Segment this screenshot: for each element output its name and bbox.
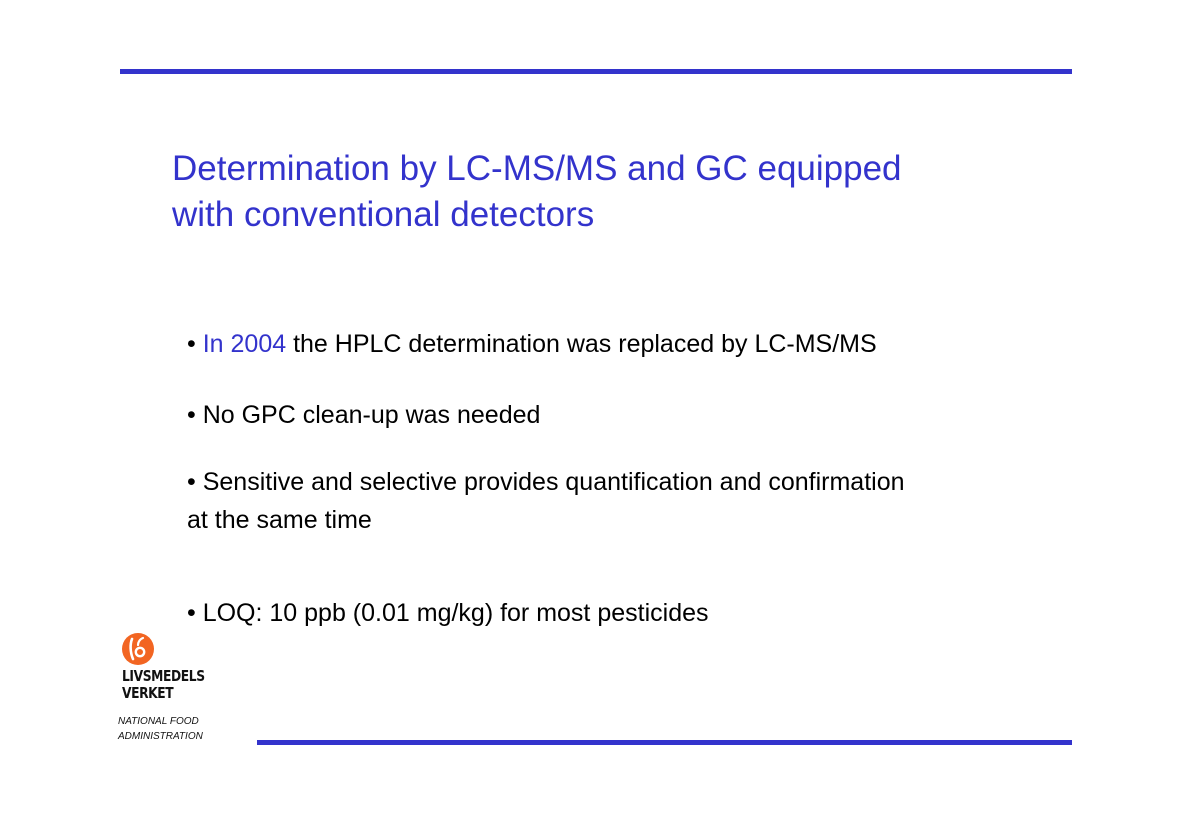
logo-wordmark-line-2: VERKET — [122, 684, 174, 702]
bullet-text-line-2: at the same time — [187, 506, 372, 534]
bullet-item-hplc-replaced — [187, 325, 1147, 363]
livsmedelsverket-logo-icon — [121, 632, 155, 666]
bullet-marker: • — [187, 401, 196, 429]
bullet-text: the HPLC determination was replaced by LC-MS/MS — [286, 330, 877, 358]
bullet-marker: • — [187, 330, 196, 358]
logo-wordmark — [122, 668, 205, 702]
bullet-marker: • — [187, 599, 196, 627]
bottom-rule — [257, 740, 1072, 745]
bullet-text: No GPC clean-up was needed — [195, 401, 541, 429]
logo-subtitle-line-1: NATIONAL FOOD — [118, 716, 199, 727]
bullet-highlight-year: In 2004 — [202, 330, 287, 358]
logo-subtitle-line-2: ADMINISTRATION — [118, 731, 203, 742]
slide-title-line-1: Determination by LC-MS/MS and GC equipped — [172, 149, 902, 188]
logo-subtitle — [118, 714, 203, 744]
bullet-text: LOQ: 10 ppb (0.01 mg/kg) for most pesticides — [195, 599, 709, 627]
bullet-item-loq — [187, 594, 1147, 632]
organization-logo — [118, 632, 258, 752]
bullet-item-no-gpc — [187, 396, 1147, 434]
slide-title — [172, 146, 1132, 238]
top-rule — [120, 69, 1072, 74]
bullet-text-line-1: Sensitive and selective provides quantification and confirmation — [195, 468, 905, 496]
bullet-marker: • — [187, 468, 196, 496]
bullet-item-sensitive-selective — [187, 463, 1147, 539]
logo-wordmark-line-1: LIVSMEDELS — [122, 667, 205, 685]
slide-title-line-2: with conventional detectors — [172, 195, 595, 234]
